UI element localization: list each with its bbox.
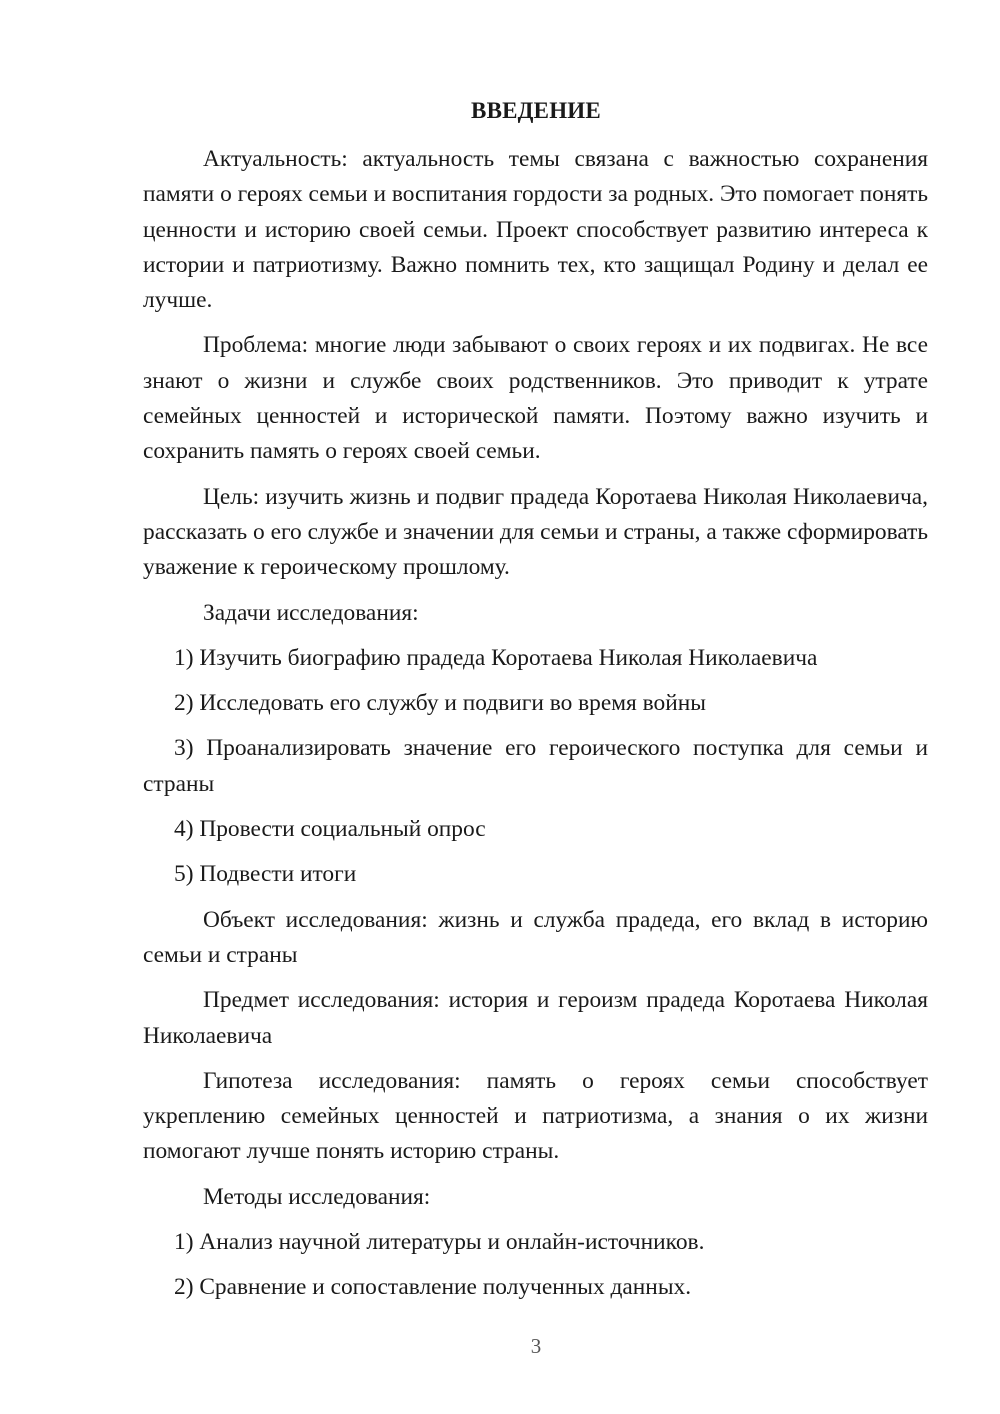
- method-item: 2) Сравнение и сопоставление полученных данных.: [174, 1274, 692, 1301]
- problem-paragraph: Проблема: многие люди забывают о своих героях и их подвигах. Не все знают о жизни и службе своих родственников. Это приводит к утрате семейных ценностей и исторической памяти. Поэтому важно изучить и сохранить память о героях своей семьи.: [143, 332, 928, 465]
- object-paragraph: Объект исследования: жизнь и служба прадеда, его вклад в историю семьи и страны: [143, 906, 928, 968]
- subject-paragraph: Предмет исследования: история и героизм прадеда Коротаева Николая Николаевича: [143, 987, 928, 1049]
- task-item: 3) Проанализировать значение его героического поступка для семьи и страны: [143, 735, 928, 797]
- page-title: ВВЕДЕНИЕ: [471, 98, 601, 123]
- goal-paragraph: Цель: изучить жизнь и подвиг прадеда Коротаева Николая Николаевича, рассказать о его службе и значении для семьи и страны, а также сформировать уважение к героическому прошлому.: [143, 483, 928, 581]
- task-item: 4) Провести социальный опрос: [174, 816, 486, 843]
- task-item: 2) Исследовать его службу и подвиги во время войны: [174, 690, 706, 717]
- task-item: 5) Подвести итоги: [174, 861, 357, 888]
- task-item: 1) Изучить биографию прадеда Коротаева Николая Николаевича: [174, 644, 818, 671]
- methods-heading: Методы исследования:: [203, 1183, 431, 1210]
- method-item: 1) Анализ научной литературы и онлайн-источников.: [174, 1229, 705, 1256]
- page-number: 3: [530, 1334, 542, 1358]
- relevance-paragraph: Актуальность: актуальность темы связана с важностью сохранения памяти о героях семьи и воспитания гордости за родных. Это помогает понять ценности и историю своей семьи. Проект способствует развитию интереса к истории и патриотизму. Важно помнить тех, кто защищал Родину и делал ее лучше.: [143, 146, 928, 314]
- tasks-heading: Задачи исследования:: [203, 599, 419, 626]
- document-body: [143, 142, 928, 1316]
- hypothesis-paragraph: Гипотеза исследования: память о героях семьи способствует укреплению семейных ценностей и патриотизма, а знания о их жизни помогают лучше понять историю страны.: [143, 1067, 928, 1165]
